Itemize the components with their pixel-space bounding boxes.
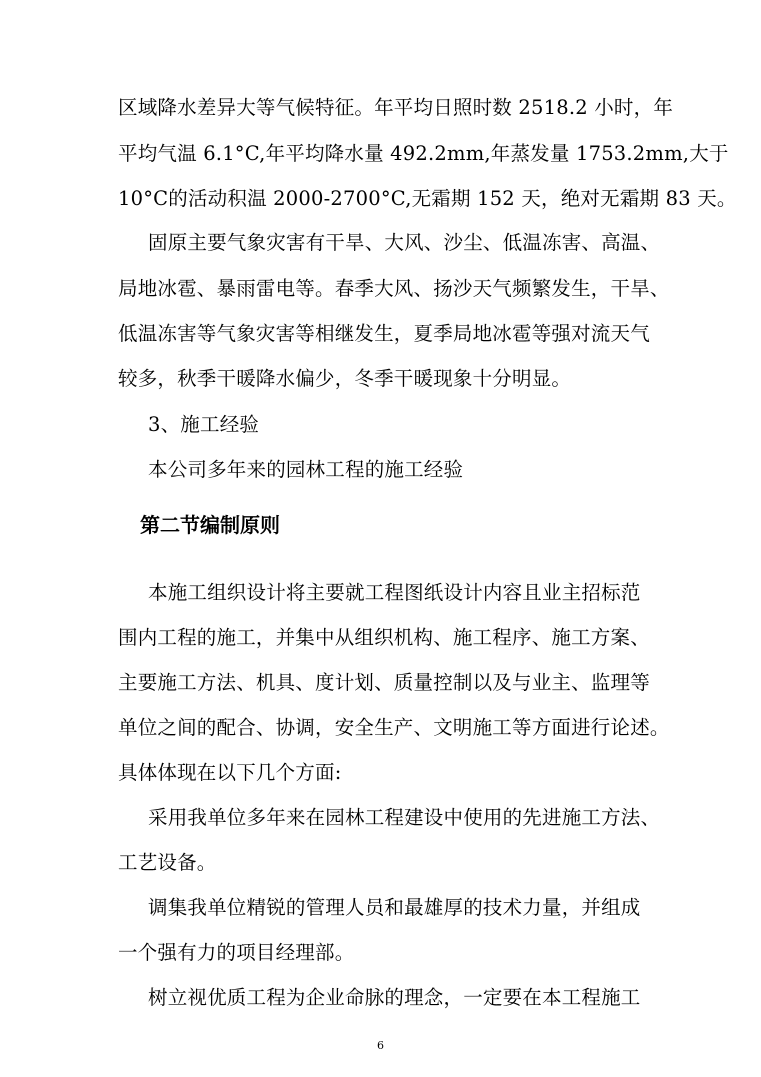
subsection-text: 本公司多年来的园林工程的施工经验 bbox=[148, 458, 464, 481]
page-number: 6 bbox=[377, 1039, 384, 1052]
principles-line-3: 主要施工方法、机具、度计划、质量控制以及与业主、监理等 bbox=[118, 671, 650, 694]
disasters-line-4: 较多，秋季干暖降水偏少，冬季干暖现象十分明显。 bbox=[118, 367, 572, 390]
point-2-line-1: 调集我单位精锐的管理人员和最雄厚的技术力量，并组成 bbox=[148, 896, 641, 919]
principles-line-4: 单位之间的配合、协调，安全生产、文明施工等方面进行论述。 bbox=[118, 716, 670, 739]
principles-line-5: 具体体现在以下几个方面: bbox=[118, 761, 342, 784]
principles-line-2: 围内工程的施工，并集中从组织机构、施工程序、施工方案、 bbox=[118, 626, 650, 649]
point-1-line-2: 工艺设备。 bbox=[118, 851, 217, 874]
climate-line-2: 平均气温 6.1°C,年平均降水量 492.2mm,年蒸发量 1753.2mm,大于 bbox=[118, 142, 729, 165]
point-1-line-1: 采用我单位多年来在园林工程建设中使用的先进施工方法、 bbox=[148, 806, 661, 829]
disasters-line-1: 固原主要气象灾害有干旱、大风、沙尘、低温冻害、高温、 bbox=[148, 231, 661, 254]
principles-line-1: 本施工组织设计将主要就工程图纸设计内容且业主招标范 bbox=[148, 581, 641, 604]
climate-line-1: 区域降水差异大等气候特征。年平均日照时数 2518.2 小时，年 bbox=[118, 96, 674, 119]
subsection-title: 3、施工经验 bbox=[148, 413, 260, 436]
climate-line-3: 10°C的活动积温 2000-2700°C,无霜期 152 天，绝对无霜期 83 天。 bbox=[118, 187, 737, 210]
disasters-line-3: 低温冻害等气象灾害等相继发生，夏季局地冰雹等强对流天气 bbox=[118, 322, 650, 345]
point-2-line-2: 一个强有力的项目经理部。 bbox=[118, 941, 355, 964]
disasters-line-2: 局地冰雹、暴雨雷电等。春季大风、扬沙天气频繁发生，干旱、 bbox=[118, 277, 670, 300]
point-3-line-1: 树立视优质工程为企业命脉的理念，一定要在本工程施工 bbox=[148, 986, 641, 1009]
section-heading: 第二节编制原则 bbox=[140, 513, 280, 537]
